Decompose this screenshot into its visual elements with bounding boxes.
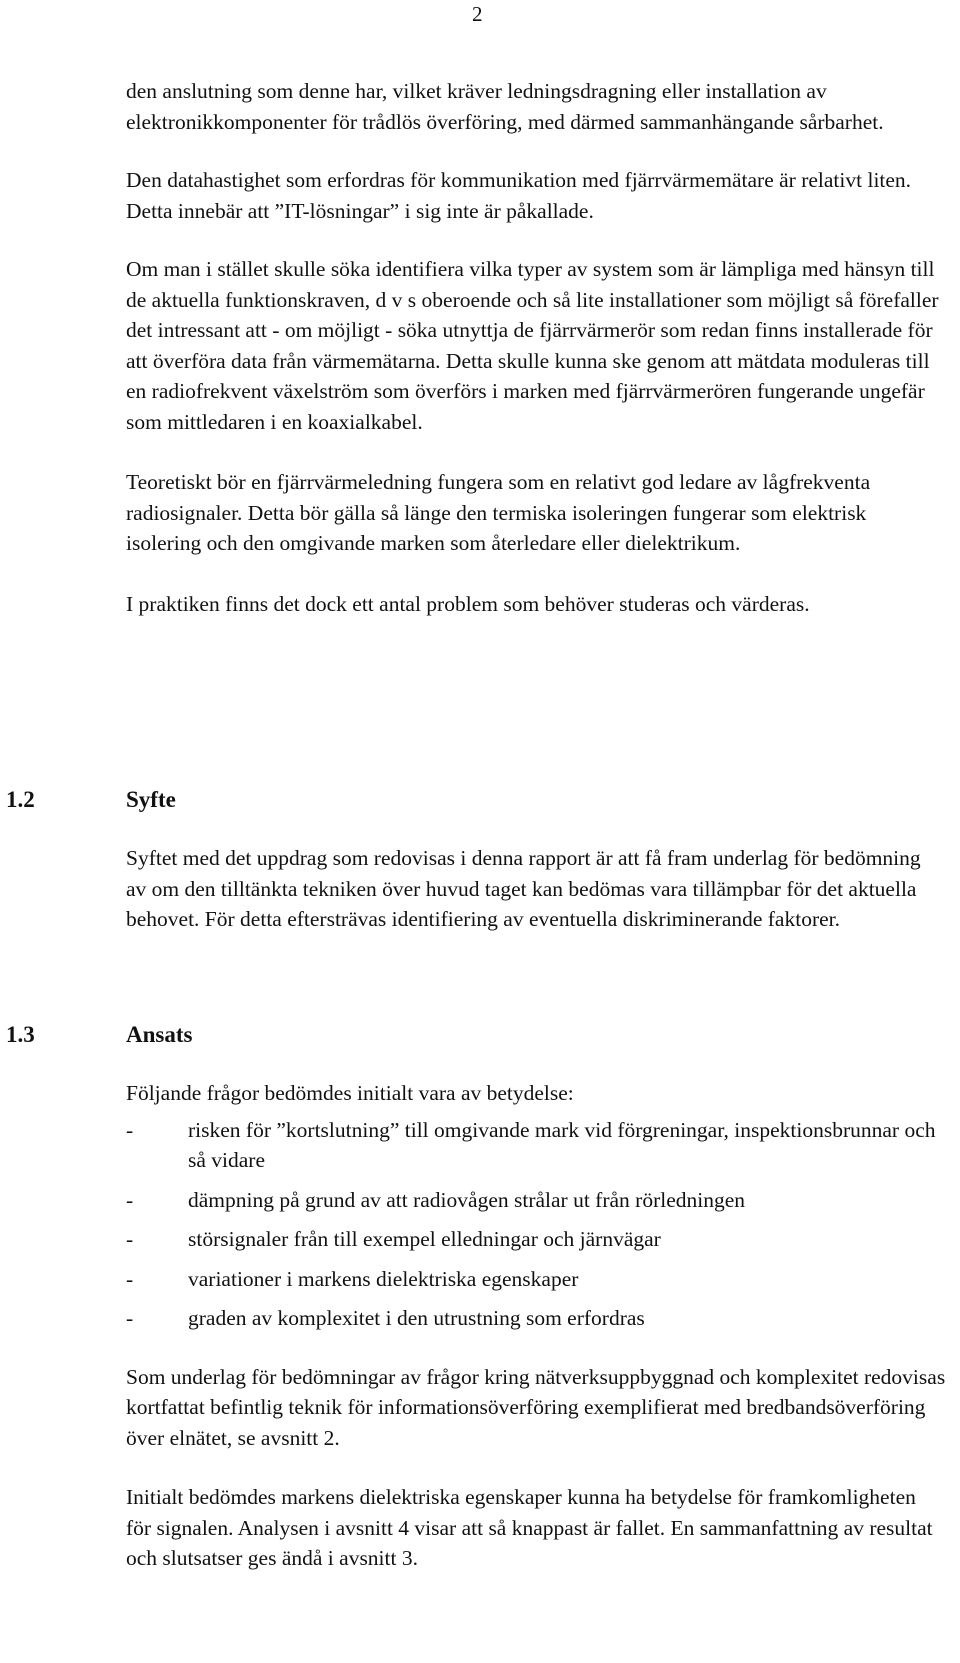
paragraph: I praktiken finns det dock ett antal problem som behöver studeras och värderas.: [126, 591, 810, 616]
paragraph: den anslutning som denne har, vilket kräver ledningsdragning eller installation av elektronikkomponenter för trådlös överföring, med därmed sammanhängande sårbarhet.: [126, 79, 884, 134]
syfte-body: [126, 843, 946, 963]
list-marker: -: [126, 1227, 134, 1251]
intro-text: [126, 76, 946, 647]
list-item: [126, 1224, 946, 1255]
list-marker: -: [126, 1266, 134, 1291]
section-title: Ansats: [126, 1022, 193, 1047]
list-item: [126, 1115, 946, 1176]
section-heading-syfte: [6, 786, 176, 814]
list-item: [126, 1264, 946, 1295]
list-marker: -: [126, 1306, 134, 1330]
paragraph: Om man i stället skulle söka identifiera vilka typer av system som är lämpliga med hänsyn till de aktuella funktionskraven, d v s oberoende och så lite installationer som möjligt så förefaller det intressant att - om möjligt - söka utnyttja de fjärrvärmerör som redan finns installerade för att överföra data från värmemätarna. Detta skulle kunna ske genom att mätdata moduleras till en radiofrekvent växelström som överförs i marken med fjärrvärmerören fungerande ungefär som mittledaren i en koaxialkabel.: [126, 257, 939, 434]
list-item-text: störsignaler från till exempel elledningar och järnvägar: [188, 1227, 661, 1251]
paragraph: Teoretiskt bör en fjärrvärmeledning fungera som en relativt god ledare av lågfrekventa radiosignaler. Detta bör gälla så länge den termiska isoleringen fungerar som elektrisk isolering och den omgivande marken som återledare eller dielektrikum.: [126, 470, 871, 555]
paragraph: Följande frågor bedömdes initialt vara av betydelse:: [126, 1081, 574, 1105]
list-item-text: dämpning på grund av att radiovågen strålar ut från rörledningen: [188, 1187, 746, 1212]
list-item-text: risken för ”kortslutning” till omgivande mark vid förgreningar, inspektionsbrunnar och så vidare: [188, 1117, 936, 1172]
list-marker: -: [126, 1187, 134, 1212]
list-item: [126, 1303, 946, 1334]
page-number: 2: [472, 2, 483, 26]
ansats-body: [126, 1078, 946, 1602]
paragraph: Som underlag för bedömningar av frågor kring nätverksuppbyggnad och komplexitet redovisas kortfattat befintlig teknik för informationsöverföring exemplifierat med bredbandsöverföring över elnätet, se avsnitt 2.: [126, 1364, 946, 1450]
list-item-text: variationer i markens dielektriska egenskaper: [188, 1266, 579, 1291]
section-heading-ansats: [6, 1021, 192, 1049]
list-item-text: graden av komplexitet i den utrustning som erfordras: [188, 1306, 645, 1330]
section-title: Syfte: [126, 787, 176, 812]
list-item: [126, 1185, 946, 1216]
paragraph: Initialt bedömdes markens dielektriska egenskaper kunna ha betydelse för framkomligheten för signalen. Analysen i avsnitt 4 visar att så knappast är fallet. En sammanfattning av resultat och slutsatser ges ändå i avsnitt 3.: [126, 1485, 933, 1570]
section-number: 1.3: [6, 1022, 35, 1047]
paragraph: Syftet med det uppdrag som redovisas i denna rapport är att få fram underlag för bedömning av om den tilltänkta tekniken över huvud taget kan bedömas vara tillämpbar för det aktuella behovet. För detta eftersträvas identifiering av eventuella diskriminerande faktorer.: [126, 846, 921, 931]
question-list: [126, 1115, 946, 1334]
list-marker: -: [126, 1117, 134, 1142]
section-number: 1.2: [6, 787, 35, 812]
paragraph: Den datahastighet som erfordras för kommunikation med fjärrvärmemätare är relativt liten. Detta innebär att ”IT-lösningar” i sig inte är påkallade.: [126, 168, 912, 223]
